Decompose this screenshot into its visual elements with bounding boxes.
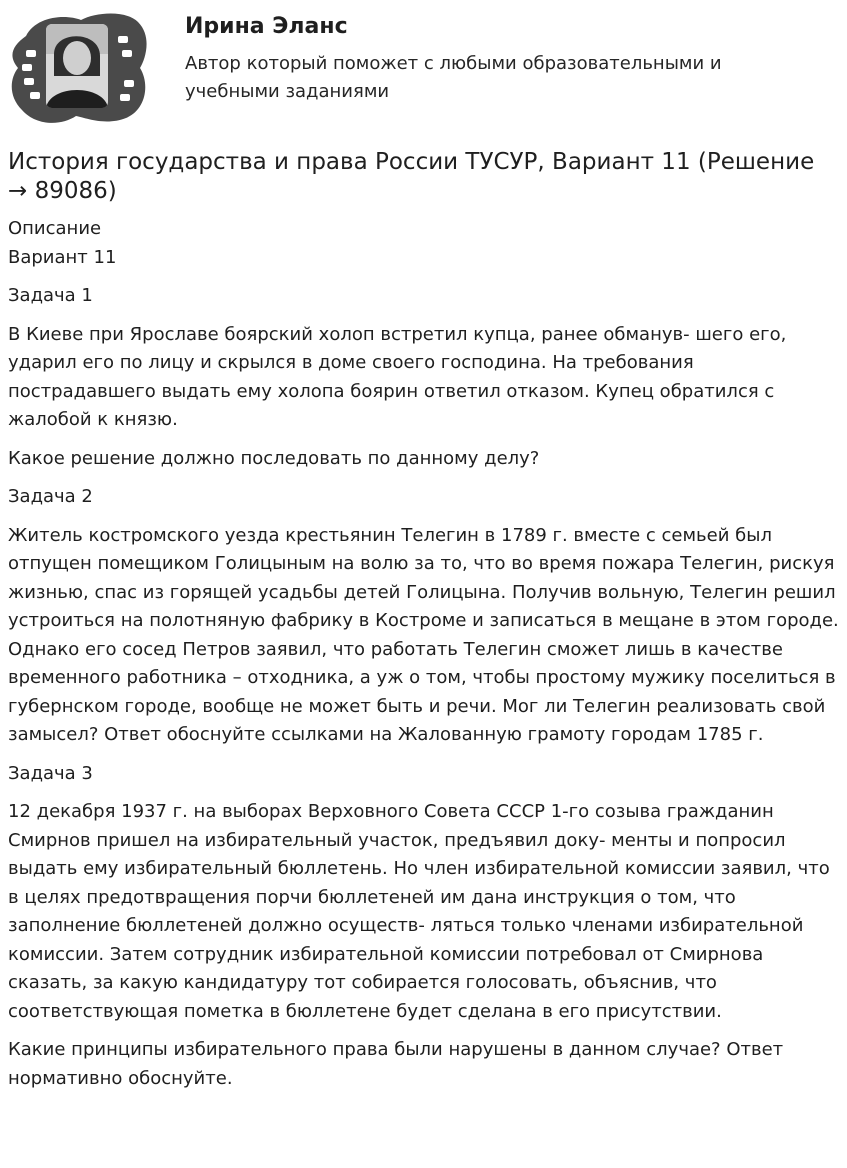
author-description: Автор который поможет с любыми образовательными и учебными заданиями bbox=[185, 53, 722, 102]
task-paragraph: 12 декабря 1937 г. на выборах Верховного Совета СССР 1-го созыва гражданин Смирнов пришел на избирательный участок, предъявил доку- менты и попросил выдать ему избирательный бюллетень. Но член избирательной комиссии заявил, что в целях предотвращения порчи бюллетеней им дана инструкция о том, что заполнение бюллетеней должно осуществ- ляться только членами избирательной комиссии. Затем сотрудник избирательной комиссии потребовал от Смирнова сказать, за какую кандидатуру тот собирается голосовать, объяснив, что соответствующая пометка в бюллетене будет сделана в его присутствии. bbox=[8, 801, 830, 1022]
task-paragraph: Какие принципы избирательного права были нарушены в данном случае? Ответ нормативно обоснуйте. bbox=[8, 1039, 784, 1089]
variant-label: Вариант 11 bbox=[8, 246, 117, 268]
task-paragraph: В Киеве при Ярославе боярский холоп встретил купца, ранее обманув- шего его, ударил его по лицу и скрылся в доме своего господина. На требования пострадавшего выдать ему холопа боярин ответил отказом. Купец обратился с жалобой к князю. bbox=[8, 323, 787, 430]
description-heading: Описание bbox=[8, 218, 102, 239]
author-name[interactable]: Ирина Эланс bbox=[185, 14, 348, 39]
task-paragraph: Какое решение должно последовать по данному делу? bbox=[8, 447, 540, 469]
page-title: История государства и права России ТУСУР, Вариант 11 (Решение → 89086) bbox=[8, 149, 815, 204]
author-avatar bbox=[6, 6, 152, 128]
task-heading: Задача 2 bbox=[8, 486, 93, 507]
document-body bbox=[8, 215, 840, 1093]
author-header bbox=[0, 0, 847, 135]
task-paragraph: Житель костромского уезда крестьянин Телегин в 1789 г. вместе с семьей был отпущен помещиком Голицыным на волю за то, что во время пожара Телегин, рискуя жизнью, спас из горящей усадьбы детей Голицына. Получив вольную, Телегин решил устроиться на полотняную фабрику в Костроме и записаться в мещане в этом городе. Однако его сосед Петров заявил, что работать Телегин сможет лишь в качестве временного работника – отходника, а уж о том, чтобы простому мужику поселиться в губернском городе, вообще не может быть и речи. Мог ли Телегин реализовать свой замысел? Ответ обоснуйте ссылками на Жалованную грамоту городам 1785 г. bbox=[8, 524, 839, 745]
task-heading: Задача 3 bbox=[8, 762, 93, 784]
task-heading: Задача 1 bbox=[8, 285, 93, 306]
